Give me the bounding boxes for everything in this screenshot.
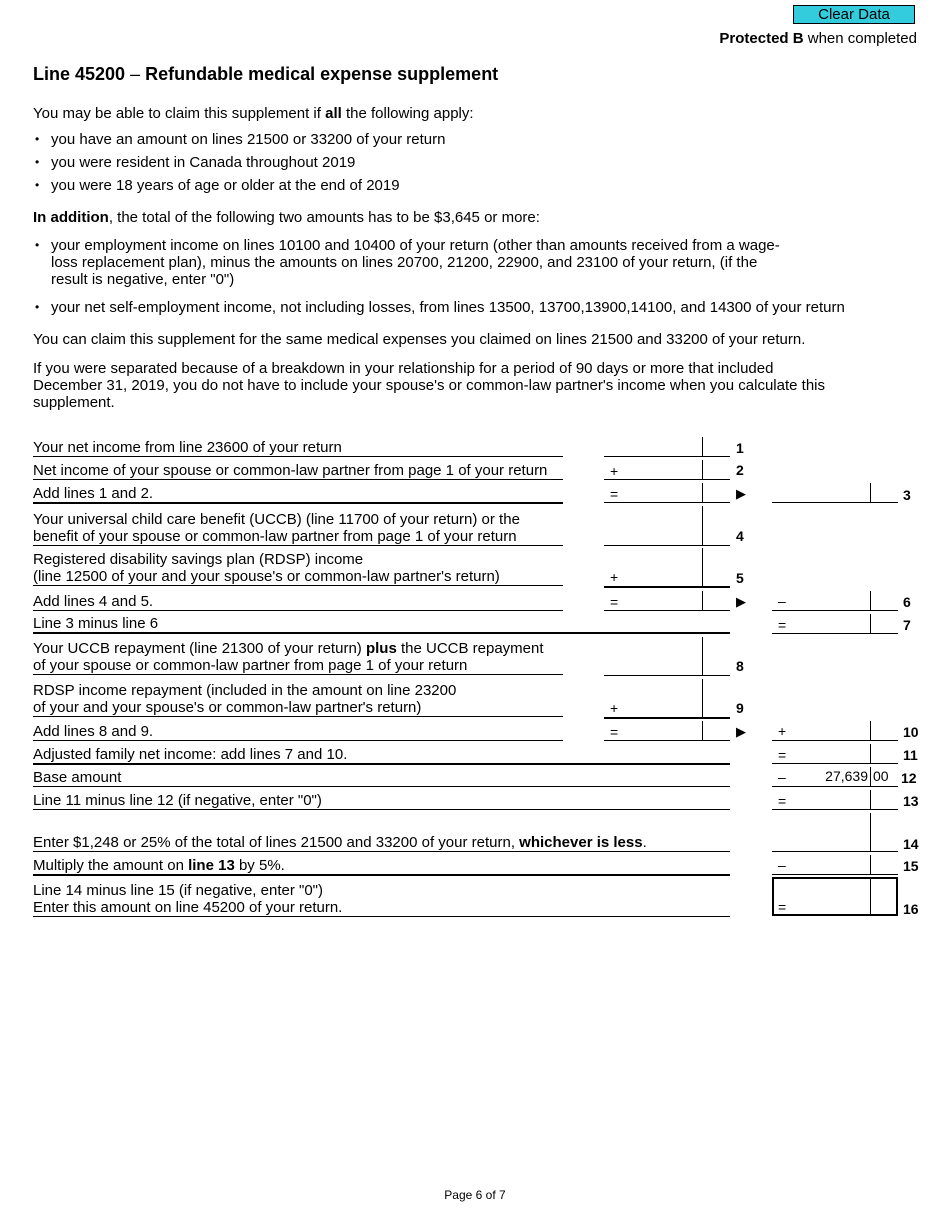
line-14-amount-box[interactable]: [772, 813, 898, 852]
line-number: 15: [903, 858, 919, 874]
intro-p2-post: , the total of the following two amounts has to be $3,645 or more:: [108, 209, 540, 226]
line-11-label: Adjusted family net income: add lines 7 and 10.: [33, 746, 730, 765]
line-12-label: Base amount: [33, 769, 730, 787]
line-8-label: [33, 640, 563, 675]
intro-p1-pre: You may be able to claim this supplement if: [33, 105, 326, 122]
bullet-item: • your net self-employment income, not including losses, from lines 13500, 13700,13900,14100, and 14300 of your return: [33, 299, 893, 316]
line-10-amount-box[interactable]: [772, 721, 898, 741]
line-5-label-b: (line 12500 of your and your spouse's or common-law partner's return): [33, 568, 500, 585]
line-4-label-b: benefit of your spouse or common-law partner from page 1 of your return: [33, 528, 517, 545]
line-4-label-a: Your universal child care benefit (UCCB) (line 11700 of your return) or the: [33, 511, 520, 528]
intro-p1-post: the following apply:: [341, 105, 474, 122]
minus-operator: –: [778, 593, 786, 609]
line-8-label-a: [33, 640, 563, 657]
arrow-right-icon: ▶: [736, 724, 746, 739]
line-15-pre: Multiply the amount on: [33, 857, 189, 874]
line-3-sum-box: [604, 483, 730, 503]
minus-operator: –: [778, 769, 786, 785]
line-2-label: Net income of your spouse or common-law partner from page 1 of your return: [33, 462, 563, 480]
line-number: 13: [903, 793, 919, 809]
arrow-right-icon: ▶: [736, 486, 746, 501]
equals-operator: =: [778, 899, 787, 915]
line-15-amount-box[interactable]: [772, 855, 898, 875]
line-13-label: Line 11 minus line 12 (if negative, enter "0"): [33, 792, 730, 810]
line-14-label: [33, 834, 730, 852]
bullet-item: • your employment income on lines 10100 and 10400 of your return (other than amounts received from a wage-loss replacement plan), minus the amounts on lines 20700, 21200, 22900, and 23100 of your return, (if the result is negative, enter "0"): [33, 237, 793, 288]
line-5-amount-box[interactable]: [604, 548, 730, 588]
equals-operator: =: [610, 486, 619, 502]
line-number: 8: [736, 658, 744, 674]
line-number: 3: [903, 487, 911, 503]
line-14-post: .: [642, 834, 647, 851]
line-3-amount-box[interactable]: [772, 483, 898, 503]
line-6-label: Add lines 4 and 5.: [33, 593, 563, 611]
equals-operator: =: [778, 793, 787, 809]
base-amount-dollars: 27,639: [825, 768, 868, 784]
line-15-post: by 5%.: [234, 857, 285, 874]
protected-b-notice: [719, 30, 917, 47]
line-8-pre: Your UCCB repayment (line 21300 of your return): [33, 640, 366, 657]
line-number: 7: [903, 617, 911, 633]
title-line-code: Line 45200: [33, 64, 126, 84]
line-5-label: [33, 551, 563, 586]
line-number: 5: [736, 570, 744, 586]
line-8-post: the UCCB repayment: [396, 640, 544, 657]
line-9-label-a: RDSP income repayment (included in the amount on line 23200: [33, 682, 457, 699]
minus-operator: –: [778, 857, 786, 873]
base-amount-cents: 00: [873, 768, 889, 784]
plus-operator: +: [610, 463, 619, 479]
line-number: 10: [903, 724, 919, 740]
intro-p2-bold: In addition: [33, 209, 109, 226]
line-12-base-amount-box: [772, 767, 898, 787]
line-number: 4: [736, 528, 744, 544]
line-5-label-a: Registered disability savings plan (RDSP) income: [33, 551, 364, 568]
line-9-amount-box[interactable]: [604, 679, 730, 719]
line-8-bold: plus: [365, 640, 397, 657]
line-6-amount-box[interactable]: [772, 591, 898, 611]
line-16-label-a: Line 14 minus line 15 (if negative, enter "0"): [33, 882, 323, 899]
line-15-label: [33, 857, 730, 876]
line-4-label: [33, 511, 563, 546]
plus-operator: +: [610, 569, 619, 585]
line-4-amount-box[interactable]: [604, 506, 730, 546]
equals-operator: =: [778, 617, 787, 633]
line-11-amount-box[interactable]: [772, 744, 898, 764]
intro-p1-bold: all: [325, 105, 342, 122]
line-3-label: Add lines 1 and 2.: [33, 485, 563, 504]
line-1-label: Your net income from line 23600 of your return: [33, 439, 563, 457]
line-6-sum-box: [604, 591, 730, 611]
page-number: Page 6 of 7: [444, 1188, 506, 1202]
protected-b-suffix: when completed: [803, 30, 917, 47]
line-10-label: Add lines 8 and 9.: [33, 723, 563, 741]
line-14-bold: whichever is less: [519, 834, 643, 851]
bullet-item: • you have an amount on lines 21500 or 33200 of your return: [33, 131, 873, 148]
bullet-item: • you were 18 years of age or older at the end of 2019: [33, 177, 873, 194]
line-8-amount-box[interactable]: [604, 637, 730, 676]
line-number: 1: [736, 440, 744, 456]
line-9-label: [33, 682, 563, 717]
line-number: 11: [903, 747, 918, 763]
line-1-input[interactable]: [604, 437, 700, 455]
equals-operator: =: [610, 724, 619, 740]
plus-operator: +: [610, 700, 619, 716]
intro-paragraph-1: [33, 105, 893, 122]
line-number: 6: [903, 594, 911, 610]
intro-paragraph-3: You can claim this supplement for the same medical expenses you claimed on lines 21500 and 33200 of your return.: [33, 331, 806, 348]
line-7-label: Line 3 minus line 6: [33, 615, 730, 634]
clear-data-button[interactable]: Clear Data: [793, 5, 915, 24]
line-16-label: [33, 882, 730, 917]
arrow-right-icon: ▶: [736, 594, 746, 609]
line-number: 9: [736, 700, 744, 716]
line-15-bold: line 13: [188, 857, 235, 874]
intro-paragraph-2: [33, 209, 893, 226]
line-16-label-b: Enter this amount on line 45200 of your return.: [33, 899, 343, 916]
line-2-amount-box[interactable]: [604, 460, 730, 480]
intro-paragraph-4: If you were separated because of a breakdown in your relationship for a period of 90 days or more that included December 31, 2019, you do not have to include your spouse's or common-law partner's income when you calculate this supplement.: [33, 360, 825, 411]
line-16-result-box[interactable]: [772, 877, 898, 916]
line-number: 14: [903, 836, 919, 852]
line-number: 2: [736, 462, 744, 478]
equals-operator: =: [778, 747, 787, 763]
plus-operator: +: [778, 723, 787, 739]
page-title: [33, 64, 498, 85]
line-10-sum-box: [604, 721, 730, 741]
bullet-item: • you were resident in Canada throughout 2019: [33, 154, 873, 171]
line-13-amount-box[interactable]: [772, 790, 898, 810]
title-dash: –: [125, 64, 146, 84]
equals-operator: =: [610, 594, 619, 610]
protected-b-label: Protected B: [719, 30, 804, 47]
line-number: 16: [903, 901, 919, 917]
line-7-amount-box[interactable]: [772, 614, 898, 634]
line-9-label-b: of your and your spouse's or common-law partner's return): [33, 699, 422, 716]
line-14-pre: Enter $1,248 or 25% of the total of lines 21500 and 33200 of your return,: [33, 834, 520, 851]
line-1-amount-box[interactable]: [604, 437, 730, 457]
line-number: 12: [901, 770, 917, 786]
line-8-label-b: of your spouse or common-law partner from page 1 of your return: [33, 657, 468, 674]
title-text: Refundable medical expense supplement: [145, 64, 499, 84]
